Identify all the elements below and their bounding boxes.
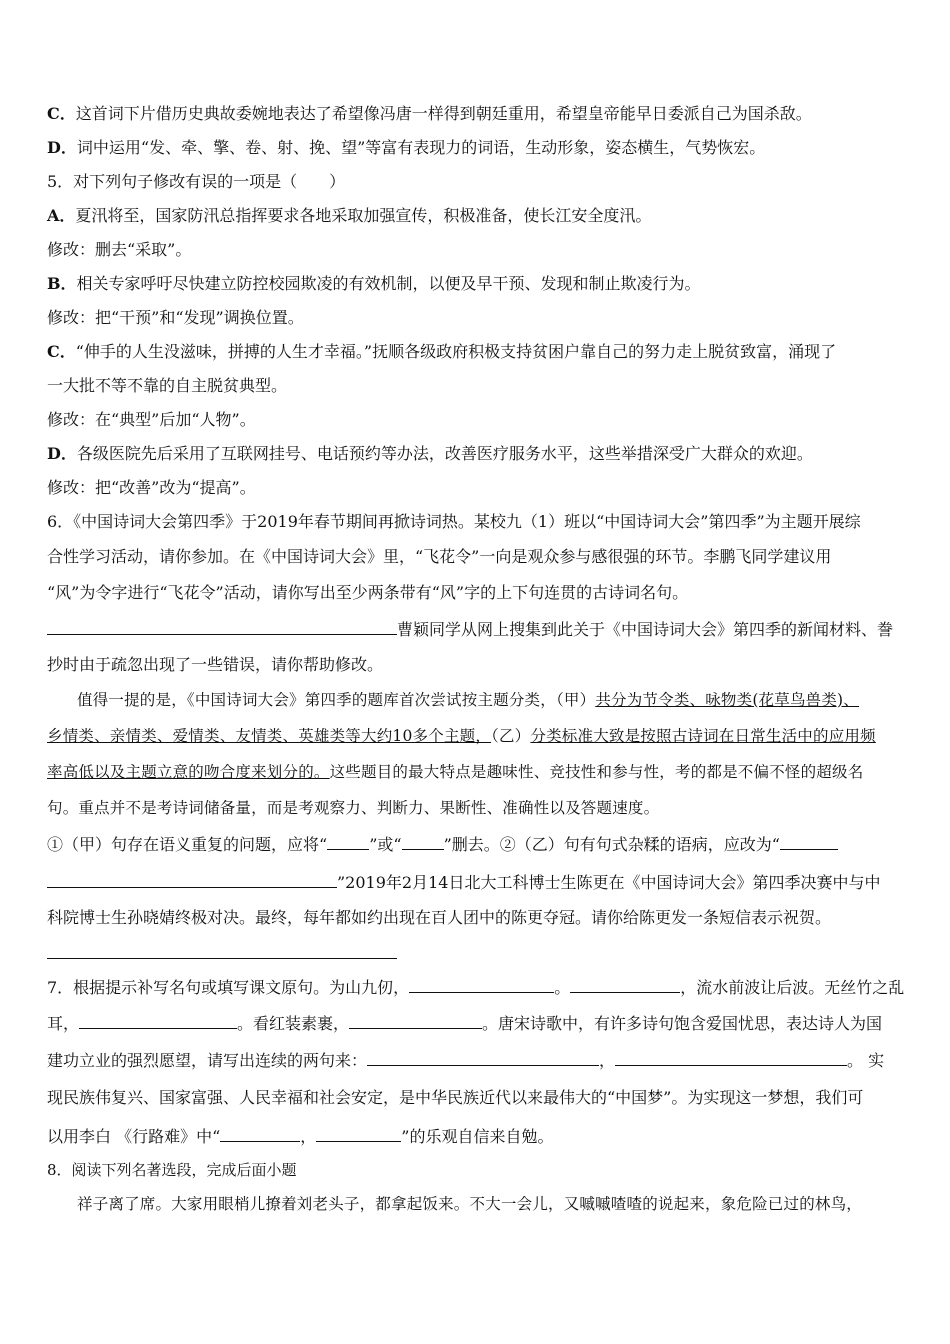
- q6-line-5: 抄时由于疏忽出现了一些错误，请你帮助修改。: [47, 655, 384, 674]
- q5-c-label: C．: [47, 342, 76, 361]
- q6-passage-3-post: 这些题目的最大特点是趣味性、竞技性和参与性，考的都是不偏不怪的超级名: [329, 763, 864, 781]
- q6-line-4: [47, 619, 910, 640]
- q4-option-c: [47, 104, 910, 124]
- q7-blank-1[interactable]: [409, 977, 554, 993]
- q7-l3-c: 。 实: [847, 1051, 885, 1070]
- q5-b-fix: 修改：把“干预”和“发现”调换位置。: [47, 308, 304, 327]
- q7-l3-b: ，: [599, 1051, 616, 1070]
- q7-blank-2[interactable]: [570, 977, 680, 993]
- q5-d-text: 各级医院先后采用了互联网挂号、电话预约等办法，改善医疗服务水平，这些举措深受广大群众的欢迎。: [76, 444, 813, 463]
- q7-l2-b: 。看红装素裹，: [237, 1014, 350, 1033]
- q7-line-2: [47, 1013, 910, 1034]
- q6-passage-1-pre: 值得一提的是，《中国诗词大会》第四季的题库首次尝试按主题分类，（甲）: [77, 691, 596, 709]
- q7-l2-a: 耳，: [47, 1014, 80, 1033]
- q7-line-4: 现民族伟复兴、国家富强、人民幸福和社会安定，是中华民族近代以来最伟大的“中国梦”。为实现这一梦想，我们可: [47, 1088, 864, 1107]
- q7-l1-a: 7．根据提示补写名句或填写课文原句。为山九仞，: [47, 978, 410, 997]
- q6-passage-2-underlined-2: 分类标准大致是按照古诗词在日常生活中的应用频: [530, 727, 876, 745]
- q6-subquestion-1: [47, 834, 910, 855]
- q5-a-text: 夏汛将至，国家防汛总指挥要求各地采取加强宣传，积极准备，使长江安全度汛。: [75, 206, 652, 225]
- q5-option-c: [47, 342, 910, 362]
- q6-sms-answer-line[interactable]: [47, 958, 397, 959]
- q6-line-3: “风”为令字进行“飞花令”活动，请你写出至少两条带有“风”字的上下句连贯的古诗词名句。: [47, 583, 689, 602]
- q5-d-label: D．: [47, 444, 77, 463]
- q6-s1-text-c: ”删去。②（乙）句有句式杂糅的语病，应改为“: [443, 835, 780, 854]
- q6-passage-3-underlined: 率高低以及主题立意的吻合度来划分的。: [47, 763, 330, 781]
- q6-line-2: 合性学习活动，请你参加。在《中国诗词大会》里，“飞花令”一向是观众参与感很强的环节。李鹏飞同学建议用: [47, 547, 832, 566]
- q5-c-text-2: 一大批不等不靠的自主脱贫典型。: [47, 376, 288, 395]
- q7-l1-b: 。: [554, 978, 571, 997]
- q5-option-a: [47, 206, 910, 226]
- q7-blank-4[interactable]: [349, 1013, 482, 1029]
- q6-passage-line-3: [47, 762, 910, 782]
- q4-c-label: C．: [47, 104, 76, 123]
- q5-b-label: B．: [47, 274, 77, 293]
- q7-blank-5[interactable]: [367, 1050, 599, 1066]
- q6-blank-yi-start[interactable]: [780, 834, 838, 850]
- q5-option-d: [47, 444, 910, 464]
- q6-line-4-text: 曹颖同学从网上搜集到此关于《中国诗词大会》第四季的新闻材料、誊: [397, 620, 894, 639]
- q4-d-label: D．: [47, 138, 77, 157]
- q6-line-1: 6．《中国诗词大会第四季》于2019年春节期间再掀诗词热。某校九（1）班以“中国诗词大会”第四季”为主题开展综: [47, 512, 861, 531]
- q5-b-text: 相关专家呼吁尽快建立防控校园欺凌的有效机制，以便及早干预、发现和制止欺凌行为。: [76, 274, 701, 293]
- q7-l5-c: ”的乐观自信来自勉。: [401, 1127, 554, 1146]
- q7-blank-7[interactable]: [220, 1126, 300, 1142]
- q6-s1-text-b: ”或“: [369, 835, 402, 854]
- q7-l1-c: ，流水前波让后波。无丝竹之乱: [680, 978, 905, 997]
- q5-c-fix: 修改：在“典型”后加“人物”。: [47, 410, 256, 429]
- q6-s1-text-a: ①（甲）句存在语义重复的问题，应将“: [47, 835, 328, 854]
- q8-passage-line-1: 祥子离了席。大家用眼梢儿撩着刘老头子，都拿起饭来。不大一会儿，又嘁嘁喳喳的说起来，象危险已过的林鸟，: [77, 1195, 863, 1213]
- q5-a-fix: 修改：删去“采取”。: [47, 240, 192, 259]
- q5-option-b: [47, 274, 910, 294]
- q4-option-d: [47, 138, 910, 158]
- q5-d-fix: 修改：把“改善”改为“提高”。: [47, 478, 256, 497]
- q7-blank-6[interactable]: [615, 1050, 847, 1066]
- q6-passage-line-1: [77, 690, 910, 710]
- q5-stem: 5．对下列句子修改有误的一项是（ ）: [47, 172, 346, 191]
- q7-l5-a: 以用李白 《行路难》中“: [47, 1127, 221, 1146]
- q8-stem: 8．阅读下列名著选段，完成后面小题: [47, 1161, 297, 1179]
- q6-subquestion-3: 科院博士生孙晓婧终极对决。最终，每年都如约出现在百人团中的陈更夺冠。请你给陈更发一条短信表示祝贺。: [47, 908, 832, 927]
- q6-answer-blank[interactable]: [47, 619, 397, 635]
- q6-s2-text: ”2019年2月14日北大工科博士生陈更在《中国诗词大会》第四季决赛中与中: [337, 873, 881, 892]
- q6-passage-2-mid: （乙）: [491, 727, 531, 745]
- q7-blank-3[interactable]: [79, 1013, 237, 1029]
- q7-blank-8[interactable]: [316, 1126, 401, 1142]
- q5-a-label: A．: [47, 206, 76, 225]
- q7-l5-b: ，: [300, 1127, 317, 1146]
- q7-line-5: [47, 1126, 910, 1147]
- q6-blank-jia-1[interactable]: [327, 834, 369, 850]
- q4-c-text: 这首词下片借历史典故委婉地表达了希望像冯唐一样得到朝廷重用，希望皇帝能早日委派自己为国杀敌。: [75, 104, 812, 123]
- q6-passage-line-2: [47, 726, 910, 746]
- q6-passage-line-4: 句。重点并不是考诗词储备量，而是考观察力、判断力、果断性、准确性以及答题速度。: [47, 799, 660, 817]
- q5-c-text-1: “伸手的人生没滋味，拼搏的人生才幸福。”抚顺各级政府积极支持贫困户靠自己的努力走上脱贫致富，涌现了: [75, 342, 837, 361]
- q7-line-1: [47, 977, 910, 998]
- q7-l3-a: 建功立业的强烈愿望，请写出连续的两句来：: [47, 1051, 368, 1070]
- q6-passage-1-underlined: 共分为节令类、咏物类(花草鸟兽类)、: [595, 691, 860, 709]
- q7-line-3: [47, 1050, 910, 1071]
- q6-blank-jia-2[interactable]: [402, 834, 444, 850]
- q7-l2-c: 。唐宋诗歌中，有许多诗句饱含爱国忧思，表达诗人为国: [482, 1014, 883, 1033]
- q6-subquestion-2: [47, 872, 910, 893]
- q6-passage-2-underlined: 乡情类、亲情类、爱情类、友情类、英雄类等大约10多个主题，: [47, 727, 492, 745]
- q4-d-text: 词中运用“发、牵、擎、卷、射、挽、望”等富有表现力的词语，生动形象，姿态横生，气势恢宏。: [76, 138, 766, 157]
- q6-blank-yi-end[interactable]: [47, 872, 337, 888]
